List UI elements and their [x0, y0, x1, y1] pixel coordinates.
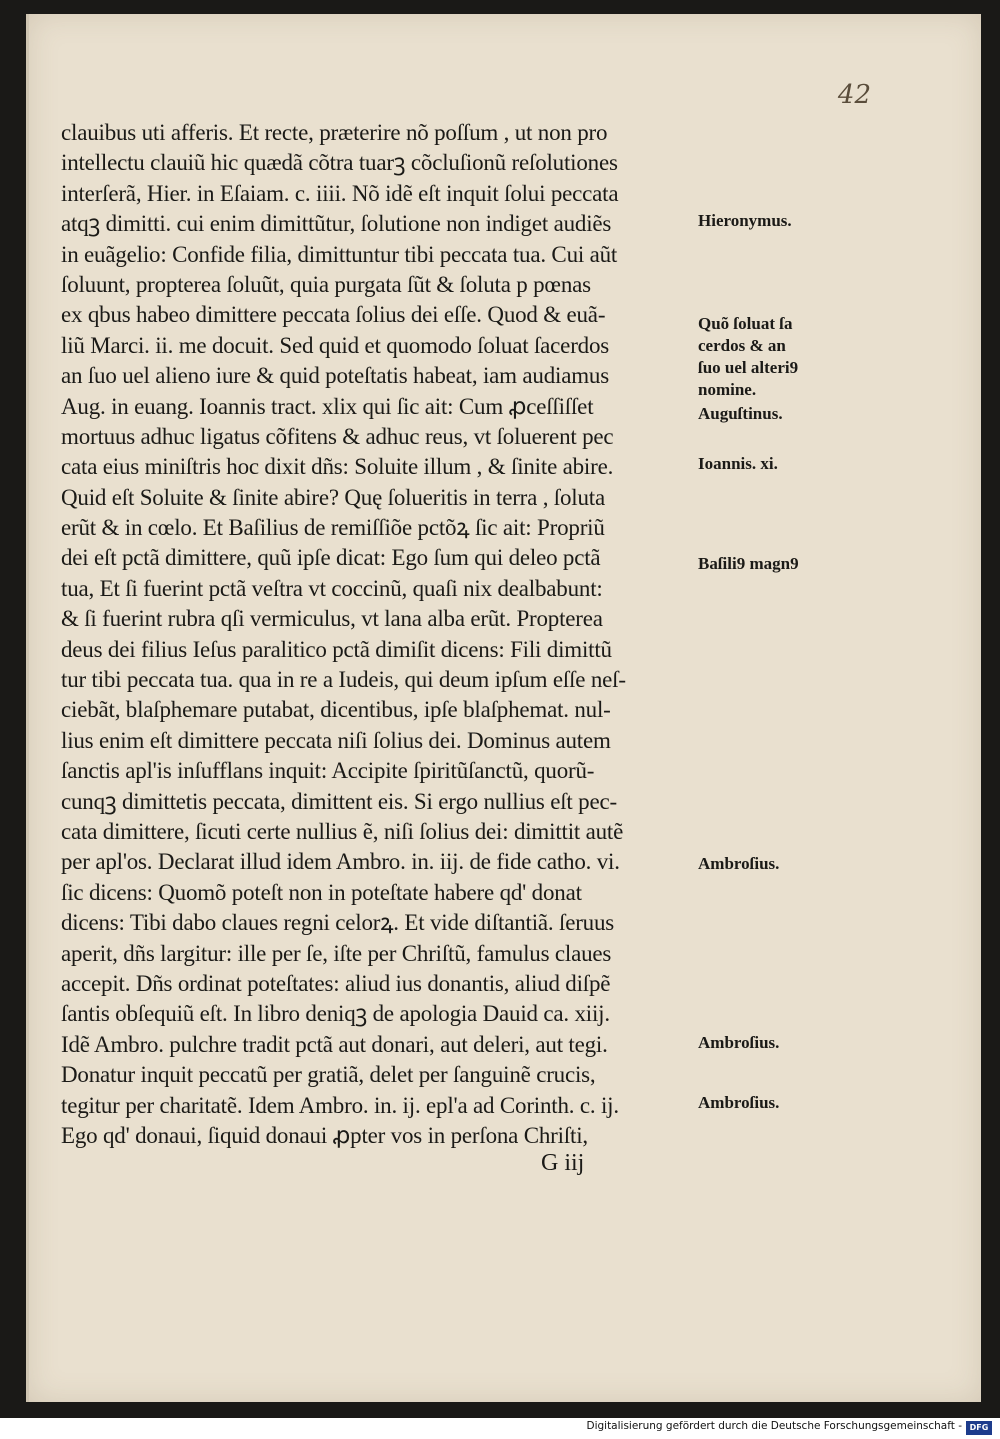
marginal-note-hieronymus: Hieronymus. [698, 211, 792, 230]
text-line: Donatur inquit peccatũ per gratiã, delet per ſanguinẽ crucis, [61, 1062, 596, 1088]
text-line: ſantis obſequiũ eſt. In libro deniqꝫ de apologia Dauid ca. xiij. [61, 1001, 610, 1027]
text-line: deus dei filius Ieſus paralitico pctã dimiſit dicens: Fili dimittũ [61, 636, 612, 662]
marginal-note-basilius: Baſili9 magn9 [698, 554, 799, 573]
text-line: clauibus uti afferis. Et recte, præterire nõ poſſum , ut non pro [61, 120, 608, 145]
text-line: an ſuo uel alieno iure & quid poteſtatis habeat, iam audiamus [61, 363, 609, 389]
funding-credit: Digitalisierung gefördert durch die Deutsche Forschungsgemeinschaft - [586, 1420, 962, 1432]
text-line: dei eſt pctã dimittere, quũ ipſe dicat: Ego ſum qui deleo pctã [61, 545, 601, 571]
text-line: ciebãt, blaſphemare putabat, dicentibus, ipſe blaſphemat. nul- [61, 697, 611, 723]
marginal-note-quo-soluat [698, 313, 938, 401]
folio-number: 42 [837, 80, 871, 110]
marginal-note-ambrosius: Ambroſius. [698, 1093, 780, 1112]
text-line: intellectu clauiũ hic quædã cõtra tuarꝫ cõcluſionũ reſolutiones [61, 150, 618, 176]
marginal-note-line: ſuo uel alteri9 [698, 358, 799, 377]
marginal-note-ioannis: Ioannis. xi. [698, 454, 778, 473]
marginal-note-line: Quõ ſoluat ſa [698, 314, 793, 333]
signature-mark: G iij [541, 1150, 585, 1176]
text-line: tegitur per charitatẽ. Idem Ambro. in. ij. epl'a ad Corinth. c. ij. [61, 1092, 619, 1118]
text-line: ſanctis apl'is inſufflans inquit: Accipite ſpiritũſanctũ, quorũ- [61, 758, 595, 784]
text-line: Idẽ Ambro. pulchre tradit pctã aut donari, aut deleri, aut tegi. [61, 1031, 608, 1057]
text-line: per apl'os. Declarat illud idem Ambro. in. iij. de fide catho. vi. [61, 849, 620, 875]
main-text-block [61, 118, 701, 1151]
marginal-note-line: cerdos & an [698, 336, 786, 355]
marginal-note-ambrosius: Ambroſius. [698, 854, 780, 873]
text-line: interſerã, Hier. in Eſaiam. c. iiii. Nõ idẽ eſt inquit ſolui peccata [61, 180, 619, 206]
marginal-note-ambrosius: Ambroſius. [698, 1033, 780, 1052]
text-line: Quid eſt Soluite & ſinite abire? Quę ſolueritis in terra , ſoluta [61, 484, 605, 510]
text-line: mortuus adhuc ligatus cõfitens & adhuc reus, vt ſoluerent pec [61, 423, 614, 449]
text-line: cata eius miniſtris hoc dixit dñs: Soluite illum , & ſinite abire. [61, 454, 614, 480]
text-line: tua, Et ſi fuerint pctã veſtra vt coccinũ, quaſi nix dealbabunt: [61, 575, 603, 601]
text-line: cata dimittere, ſicuti certe nullius ẽ, niſi ſolius dei: dimittit autẽ [61, 818, 624, 844]
text-line: Ego qd' donaui, ſiquid donaui ꝓpter vos in perſona Chriſti, [61, 1122, 588, 1148]
text-line: ex qbus habeo dimittere peccata ſolius dei eſſe. Quod & euã- [61, 302, 606, 328]
text-line: accepit. Dñs ordinat poteſtates: aliud ius donantis, aliud diſpẽ [61, 970, 611, 996]
text-line: lius enim eſt dimittere peccata niſi ſolius dei. Dominus autem [61, 727, 611, 753]
dfg-logo-icon: DFG [966, 1421, 992, 1435]
text-line: ſoluunt, propterea ſoluũt, quia purgata ſũt & ſoluta p pœnas [61, 271, 591, 297]
text-line: dicens: Tibi dabo claues regni celorꝝ. Et vide diſtantiã. ſeruus [61, 910, 615, 936]
text-line: atqꝫ dimitti. cui enim dimittũtur, ſolutione non indiget audiẽs [61, 211, 612, 237]
credit-bar [0, 1418, 1000, 1439]
text-line: in euãgelio: Confide filia, dimittuntur tibi peccata tua. Cui aũt [61, 241, 618, 267]
text-line: erũt & in cœlo. Et Baſilius de remiſſiõe pctõꝝ ſic ait: Propriũ [61, 515, 605, 541]
text-line: tur tibi peccata tua. qua in re a Iudeis, qui deum ipſum eſſe neſ- [61, 667, 626, 693]
text-line: liũ Marci. ii. me docuit. Sed quid et quomodo ſoluat ſacerdos [61, 332, 609, 358]
marginal-note-augustinus: Auguſtinus. [698, 404, 783, 423]
text-line: Aug. in euang. Ioannis tract. xlix qui ſic ait: Cum ꝓceſſiſſet [61, 393, 594, 419]
text-line: & ſi fuerint rubra qſi vermiculus, vt lana alba erũt. Propterea [61, 606, 603, 632]
marginal-note-line: nomine. [698, 380, 757, 399]
text-line: ſic dicens: Quomõ poteſt non in poteſtate habere qd' donat [61, 879, 582, 905]
text-line: cunqꝫ dimittetis peccata, dimittent eis. Si ergo nullius eſt pec- [61, 788, 617, 814]
text-line: aperit, dñs largitur: ille per ſe, iſte per Chriſtũ, famulus claues [61, 940, 612, 966]
